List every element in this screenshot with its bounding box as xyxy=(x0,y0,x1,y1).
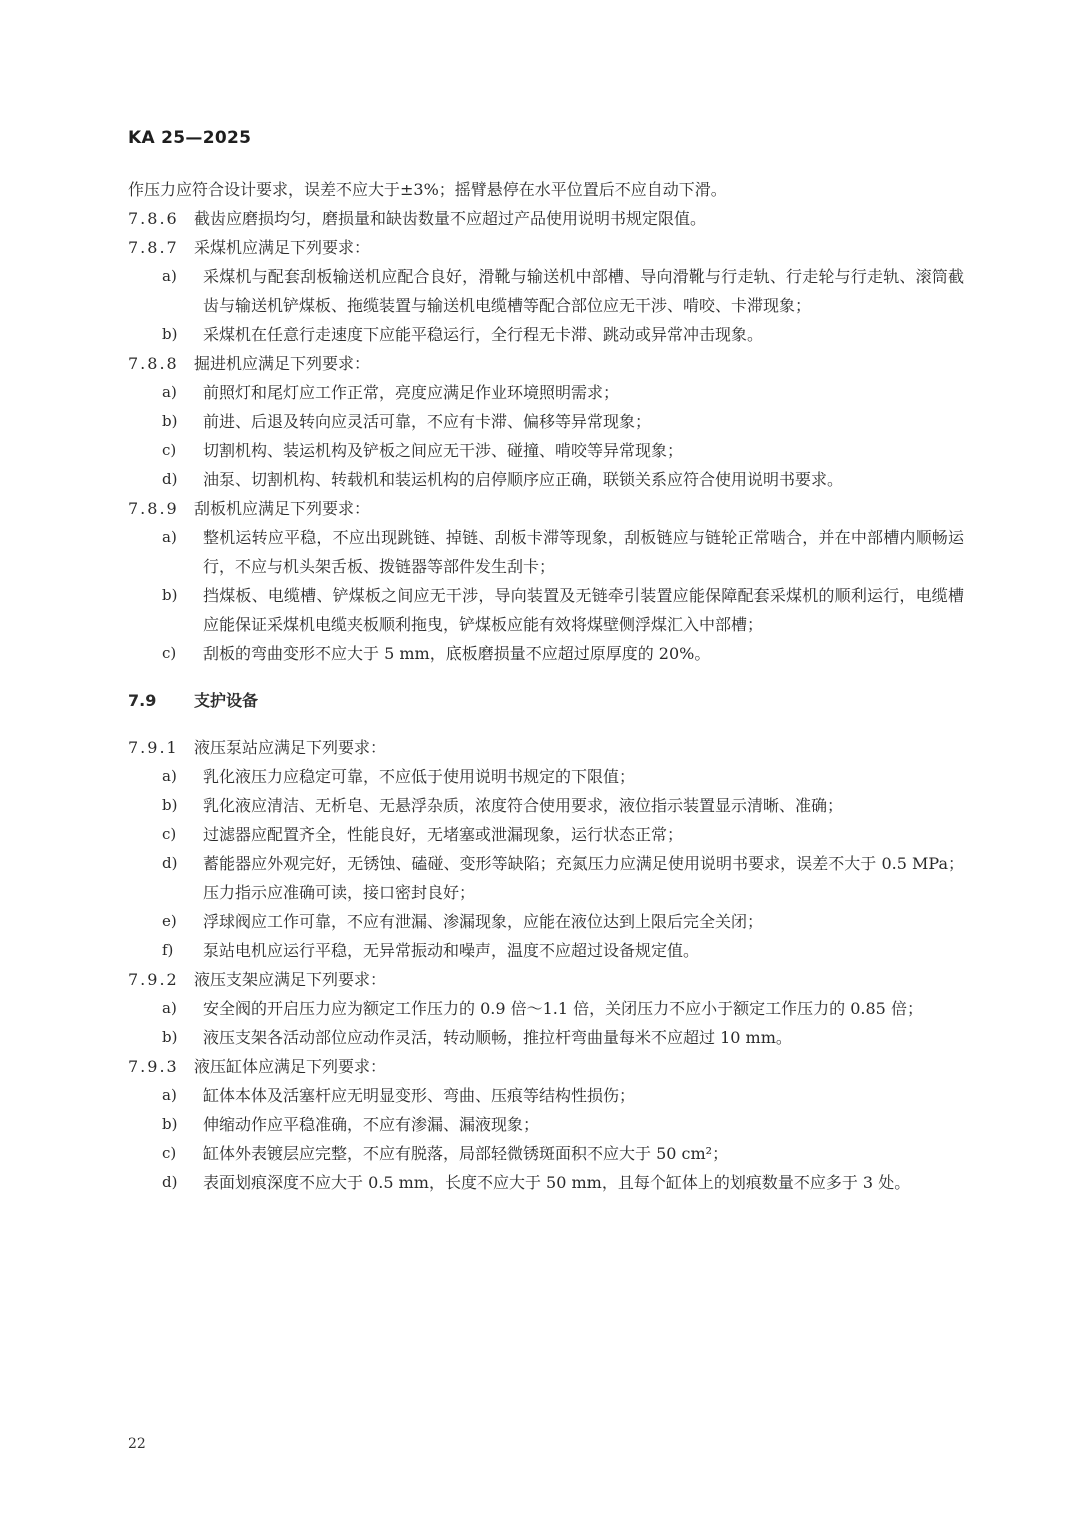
list-label: d) xyxy=(162,470,178,488)
clause-number: 7.8.9 xyxy=(128,499,179,518)
list-text: 切割机构、装运机构及铲板之间应无干涉、碰撞、啃咬等异常现象； xyxy=(203,441,684,460)
clause-text: 刮板机应满足下列要求： xyxy=(194,499,371,518)
list-item xyxy=(128,523,964,581)
list-text: 缸体外表镀层应完整，不应有脱落，局部轻微锈斑面积不应大于 50 cm²； xyxy=(203,1144,729,1163)
clause-7-8-6 xyxy=(128,204,964,233)
list-text: 表面划痕深度不应大于 0.5 mm，长度不应大于 50 mm，且每个缸体上的划痕数量不应多于 3 处。 xyxy=(203,1173,911,1192)
list-text: 缸体本体及活塞杆应无明显变形、弯曲、压痕等结构性损伤； xyxy=(203,1086,636,1105)
list-text: 前进、后退及转向应灵活可靠，不应有卡滞、偏移等异常现象； xyxy=(203,412,652,431)
list-label: c) xyxy=(162,1144,177,1162)
list-text: 伸缩动作应平稳准确，不应有渗漏、漏液现象； xyxy=(203,1115,540,1134)
list-text: 采煤机与配套刮板输送机应配合良好，滑靴与输送机中部槽、导向滑靴与行走轨、行走轮与行走轨、滚筒截齿与输送机铲煤板、拖缆装置与输送机电缆槽等配合部位应无干涉、啃咬、卡滞现象； xyxy=(203,267,964,315)
list-item xyxy=(128,1081,964,1110)
list-item xyxy=(128,320,964,349)
list-text: 油泵、切割机构、转载机和装运机构的启停顺序应正确，联锁关系应符合使用说明书要求。 xyxy=(203,470,844,489)
continued-paragraph: 作压力应符合设计要求，误差不应大于±3%；摇臂悬停在水平位置后不应自动下滑。 xyxy=(128,180,727,199)
list-label: f) xyxy=(162,941,174,959)
list-label: b) xyxy=(162,325,178,343)
list-item xyxy=(128,1139,964,1168)
list-label: d) xyxy=(162,1173,178,1191)
list-label: b) xyxy=(162,586,178,604)
list-text: 液压支架各活动部位应动作灵活，转动顺畅，推拉杆弯曲量每米不应超过 10 mm。 xyxy=(203,1028,792,1047)
list-item xyxy=(128,994,964,1023)
clause-7-9-3 xyxy=(128,1052,964,1081)
clause-text: 截齿应磨损均匀，磨损量和缺齿数量不应超过产品使用说明书规定限值。 xyxy=(194,209,707,228)
list-text: 乳化液压力应稳定可靠，不应低于使用说明书规定的下限值； xyxy=(203,767,636,786)
section-number: 7.9 xyxy=(128,691,157,710)
list-text: 泵站电机应运行平稳，无异常振动和噪声，温度不应超过设备规定值。 xyxy=(203,941,700,960)
list-label: a) xyxy=(162,999,177,1017)
list-item xyxy=(128,1023,964,1052)
page-number: 22 xyxy=(128,1436,146,1452)
list-label: a) xyxy=(162,383,177,401)
clause-7-8-7 xyxy=(128,233,964,262)
list-label: b) xyxy=(162,796,178,814)
list-label: e) xyxy=(162,912,177,930)
list-item xyxy=(128,907,964,936)
list-item xyxy=(128,762,964,791)
section-title: 支护设备 xyxy=(194,691,259,710)
list-item xyxy=(128,465,964,494)
list-text: 采煤机在任意行走速度下应能平稳运行，全行程无卡滞、跳动或异常冲击现象。 xyxy=(203,325,764,344)
list-item xyxy=(128,849,964,907)
list-item xyxy=(128,262,964,320)
clause-text: 掘进机应满足下列要求： xyxy=(194,354,371,373)
clause-text: 液压支架应满足下列要求： xyxy=(194,970,387,989)
list-label: b) xyxy=(162,412,178,430)
clause-text: 液压缸体应满足下列要求： xyxy=(194,1057,387,1076)
list-label: c) xyxy=(162,644,177,662)
list-item xyxy=(128,581,964,639)
list-item xyxy=(128,378,964,407)
list-item xyxy=(128,639,964,668)
list-text: 安全阀的开启压力应为额定工作压力的 0.9 倍～1.1 倍，关闭压力不应小于额定工作压力的 0.85 倍； xyxy=(203,999,923,1018)
list-label: d) xyxy=(162,854,178,872)
list-label: a) xyxy=(162,267,177,285)
list-item xyxy=(128,820,964,849)
standard-code: KA 25—2025 xyxy=(128,128,252,148)
list-item xyxy=(128,436,964,465)
list-label: c) xyxy=(162,441,177,459)
list-text: 乳化液应清洁、无析皂、无悬浮杂质，浓度符合使用要求，液位指示装置显示清晰、准确； xyxy=(203,796,844,815)
list-label: a) xyxy=(162,528,177,546)
clause-7-8-9 xyxy=(128,494,964,523)
list-label: b) xyxy=(162,1028,178,1046)
clause-number: 7.9.2 xyxy=(128,970,179,989)
clause-text: 采煤机应满足下列要求： xyxy=(194,238,371,257)
list-text: 刮板的弯曲变形不应大于 5 mm，底板磨损量不应超过原厚度的 20%。 xyxy=(203,644,711,663)
list-label: a) xyxy=(162,1086,177,1104)
list-item xyxy=(128,1168,964,1197)
clause-7-9-1 xyxy=(128,733,964,762)
clause-number: 7.9.1 xyxy=(128,738,179,757)
clause-number: 7.9.3 xyxy=(128,1057,179,1076)
list-label: b) xyxy=(162,1115,178,1133)
list-text: 挡煤板、电缆槽、铲煤板之间应无干涉，导向装置及无链牵引装置应能保障配套采煤机的顺利运行，电缆槽应能保证采煤机电缆夹板顺利拖曳，铲煤板应能有效将煤壁侧浮煤汇入中部槽； xyxy=(203,586,964,634)
list-item xyxy=(128,936,964,965)
list-item xyxy=(128,791,964,820)
clause-7-9-2 xyxy=(128,965,964,994)
list-item xyxy=(128,407,964,436)
list-item xyxy=(128,1110,964,1139)
document-body xyxy=(128,175,964,1197)
list-text: 过滤器应配置齐全，性能良好，无堵塞或泄漏现象，运行状态正常； xyxy=(203,825,684,844)
list-label: c) xyxy=(162,825,177,843)
section-heading-7-9 xyxy=(128,686,964,715)
list-text: 前照灯和尾灯应工作正常，亮度应满足作业环境照明需求； xyxy=(203,383,620,402)
clause-number: 7.8.7 xyxy=(128,238,179,257)
clause-number: 7.8.8 xyxy=(128,354,179,373)
list-text: 整机运转应平稳，不应出现跳链、掉链、刮板卡滞等现象，刮板链应与链轮正常啮合，并在中部槽内顺畅运行，不应与机头架舌板、拨链器等部件发生刮卡； xyxy=(203,528,964,576)
list-text: 浮球阀应工作可靠，不应有泄漏、渗漏现象，应能在液位达到上限后完全关闭； xyxy=(203,912,764,931)
list-text: 蓄能器应外观完好，无锈蚀、磕碰、变形等缺陷；充氮压力应满足使用说明书要求，误差不大于 0.5 MPa；压力指示应准确可读，接口密封良好； xyxy=(203,854,964,902)
list-label: a) xyxy=(162,767,177,785)
clause-text: 液压泵站应满足下列要求： xyxy=(194,738,387,757)
clause-7-8-8 xyxy=(128,349,964,378)
clause-number: 7.8.6 xyxy=(128,209,179,228)
